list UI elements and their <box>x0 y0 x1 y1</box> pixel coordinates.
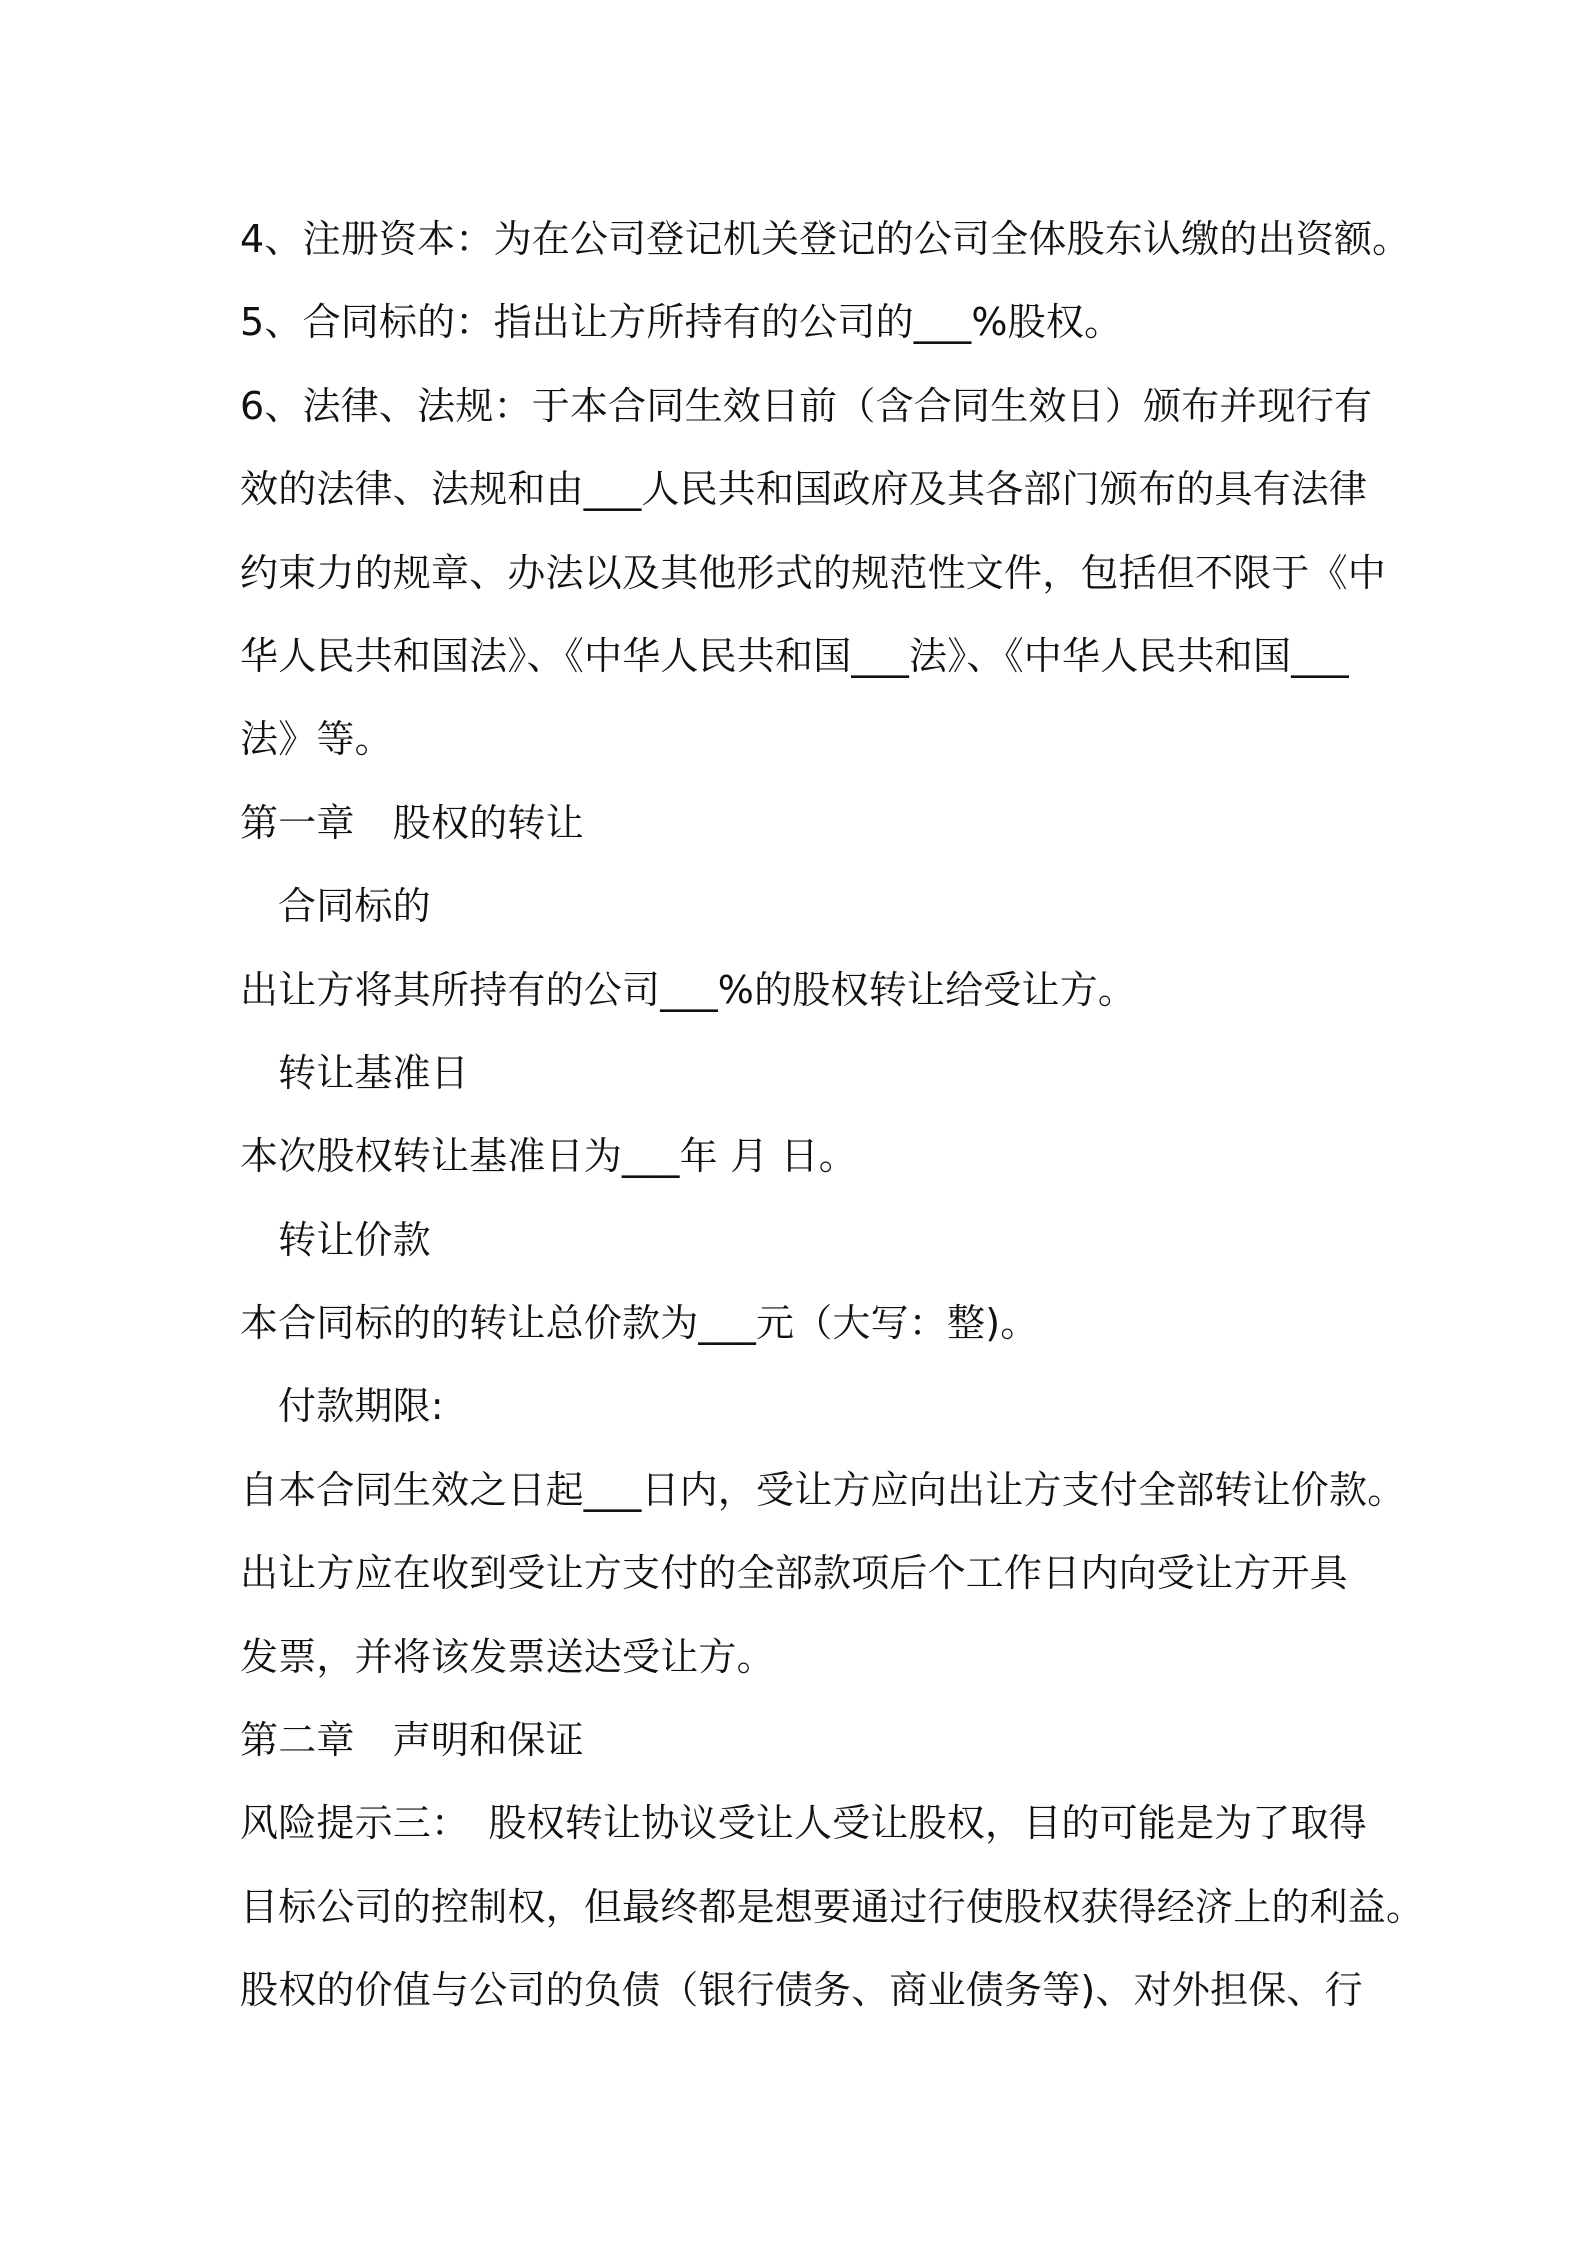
paragraph-contract-subject: 出让方将其所持有的公司___%的股权转让给受让方。 <box>240 967 1137 1012</box>
paragraph-payment-term-line-2: 出让方应在收到受让方支付的全部款项后个工作日内向受让方开具 <box>240 1551 1348 1596</box>
risk-notice-3-line-2: 目标公司的控制权，但最终都是想要通过行使股权获得经济上的利益。 <box>240 1884 1425 1929</box>
chapter-2-heading: 第二章 声明和保证 <box>240 1718 584 1763</box>
paragraph-payment-term-line-3: 发票，并将该发票送达受让方。 <box>240 1634 775 1679</box>
subheading-payment-term: 付款期限: <box>278 1384 444 1429</box>
chapter-1-heading: 第一章 股权的转让 <box>240 800 584 845</box>
subheading-transfer-price: 转让价款 <box>278 1217 431 1262</box>
clause-6-laws-line-1: 6、法律、法规：于本合同生效日前（含合同生效日）颁布并现行有 <box>240 383 1373 428</box>
paragraph-payment-term-line-1: 自本合同生效之日起___日内，受让方应向出让方支付全部转让价款。 <box>240 1467 1406 1512</box>
clause-6-laws-line-5: 法》等。 <box>240 717 393 762</box>
clause-4-registered-capital: 4、注册资本：为在公司登记机关登记的公司全体股东认缴的出资额。 <box>240 217 1411 261</box>
clause-6-laws-line-3: 约束力的规章、办法以及其他形式的规范性文件，包括但不限于《中 <box>240 550 1387 595</box>
clause-6-laws-line-4: 华人民共和国法》、《中华人民共和国___法》、《中华人民共和国___ <box>240 633 1349 678</box>
subheading-transfer-base-date: 转让基准日 <box>278 1050 470 1095</box>
risk-notice-3-line-1: 风险提示三： 股权转让协议受让人受让股权，目的可能是为了取得 <box>240 1801 1368 1846</box>
paragraph-transfer-price: 本合同标的的转让总价款为___元（大写：整)。 <box>240 1301 1039 1346</box>
clause-5-contract-subject: 5、合同标的：指出让方所持有的公司的___%股权。 <box>240 300 1123 345</box>
risk-notice-3-line-3: 股权的价值与公司的负债（银行债务、商业债务等)、对外担保、行 <box>240 1968 1363 2013</box>
subheading-contract-subject: 合同标的 <box>278 884 431 929</box>
paragraph-transfer-base-date: 本次股权转让基准日为___年 月 日。 <box>240 1134 857 1179</box>
clause-6-laws-line-2: 效的法律、法规和由___人民共和国政府及其各部门颁布的具有法律 <box>240 467 1368 512</box>
document-body <box>240 198 1425 2033</box>
